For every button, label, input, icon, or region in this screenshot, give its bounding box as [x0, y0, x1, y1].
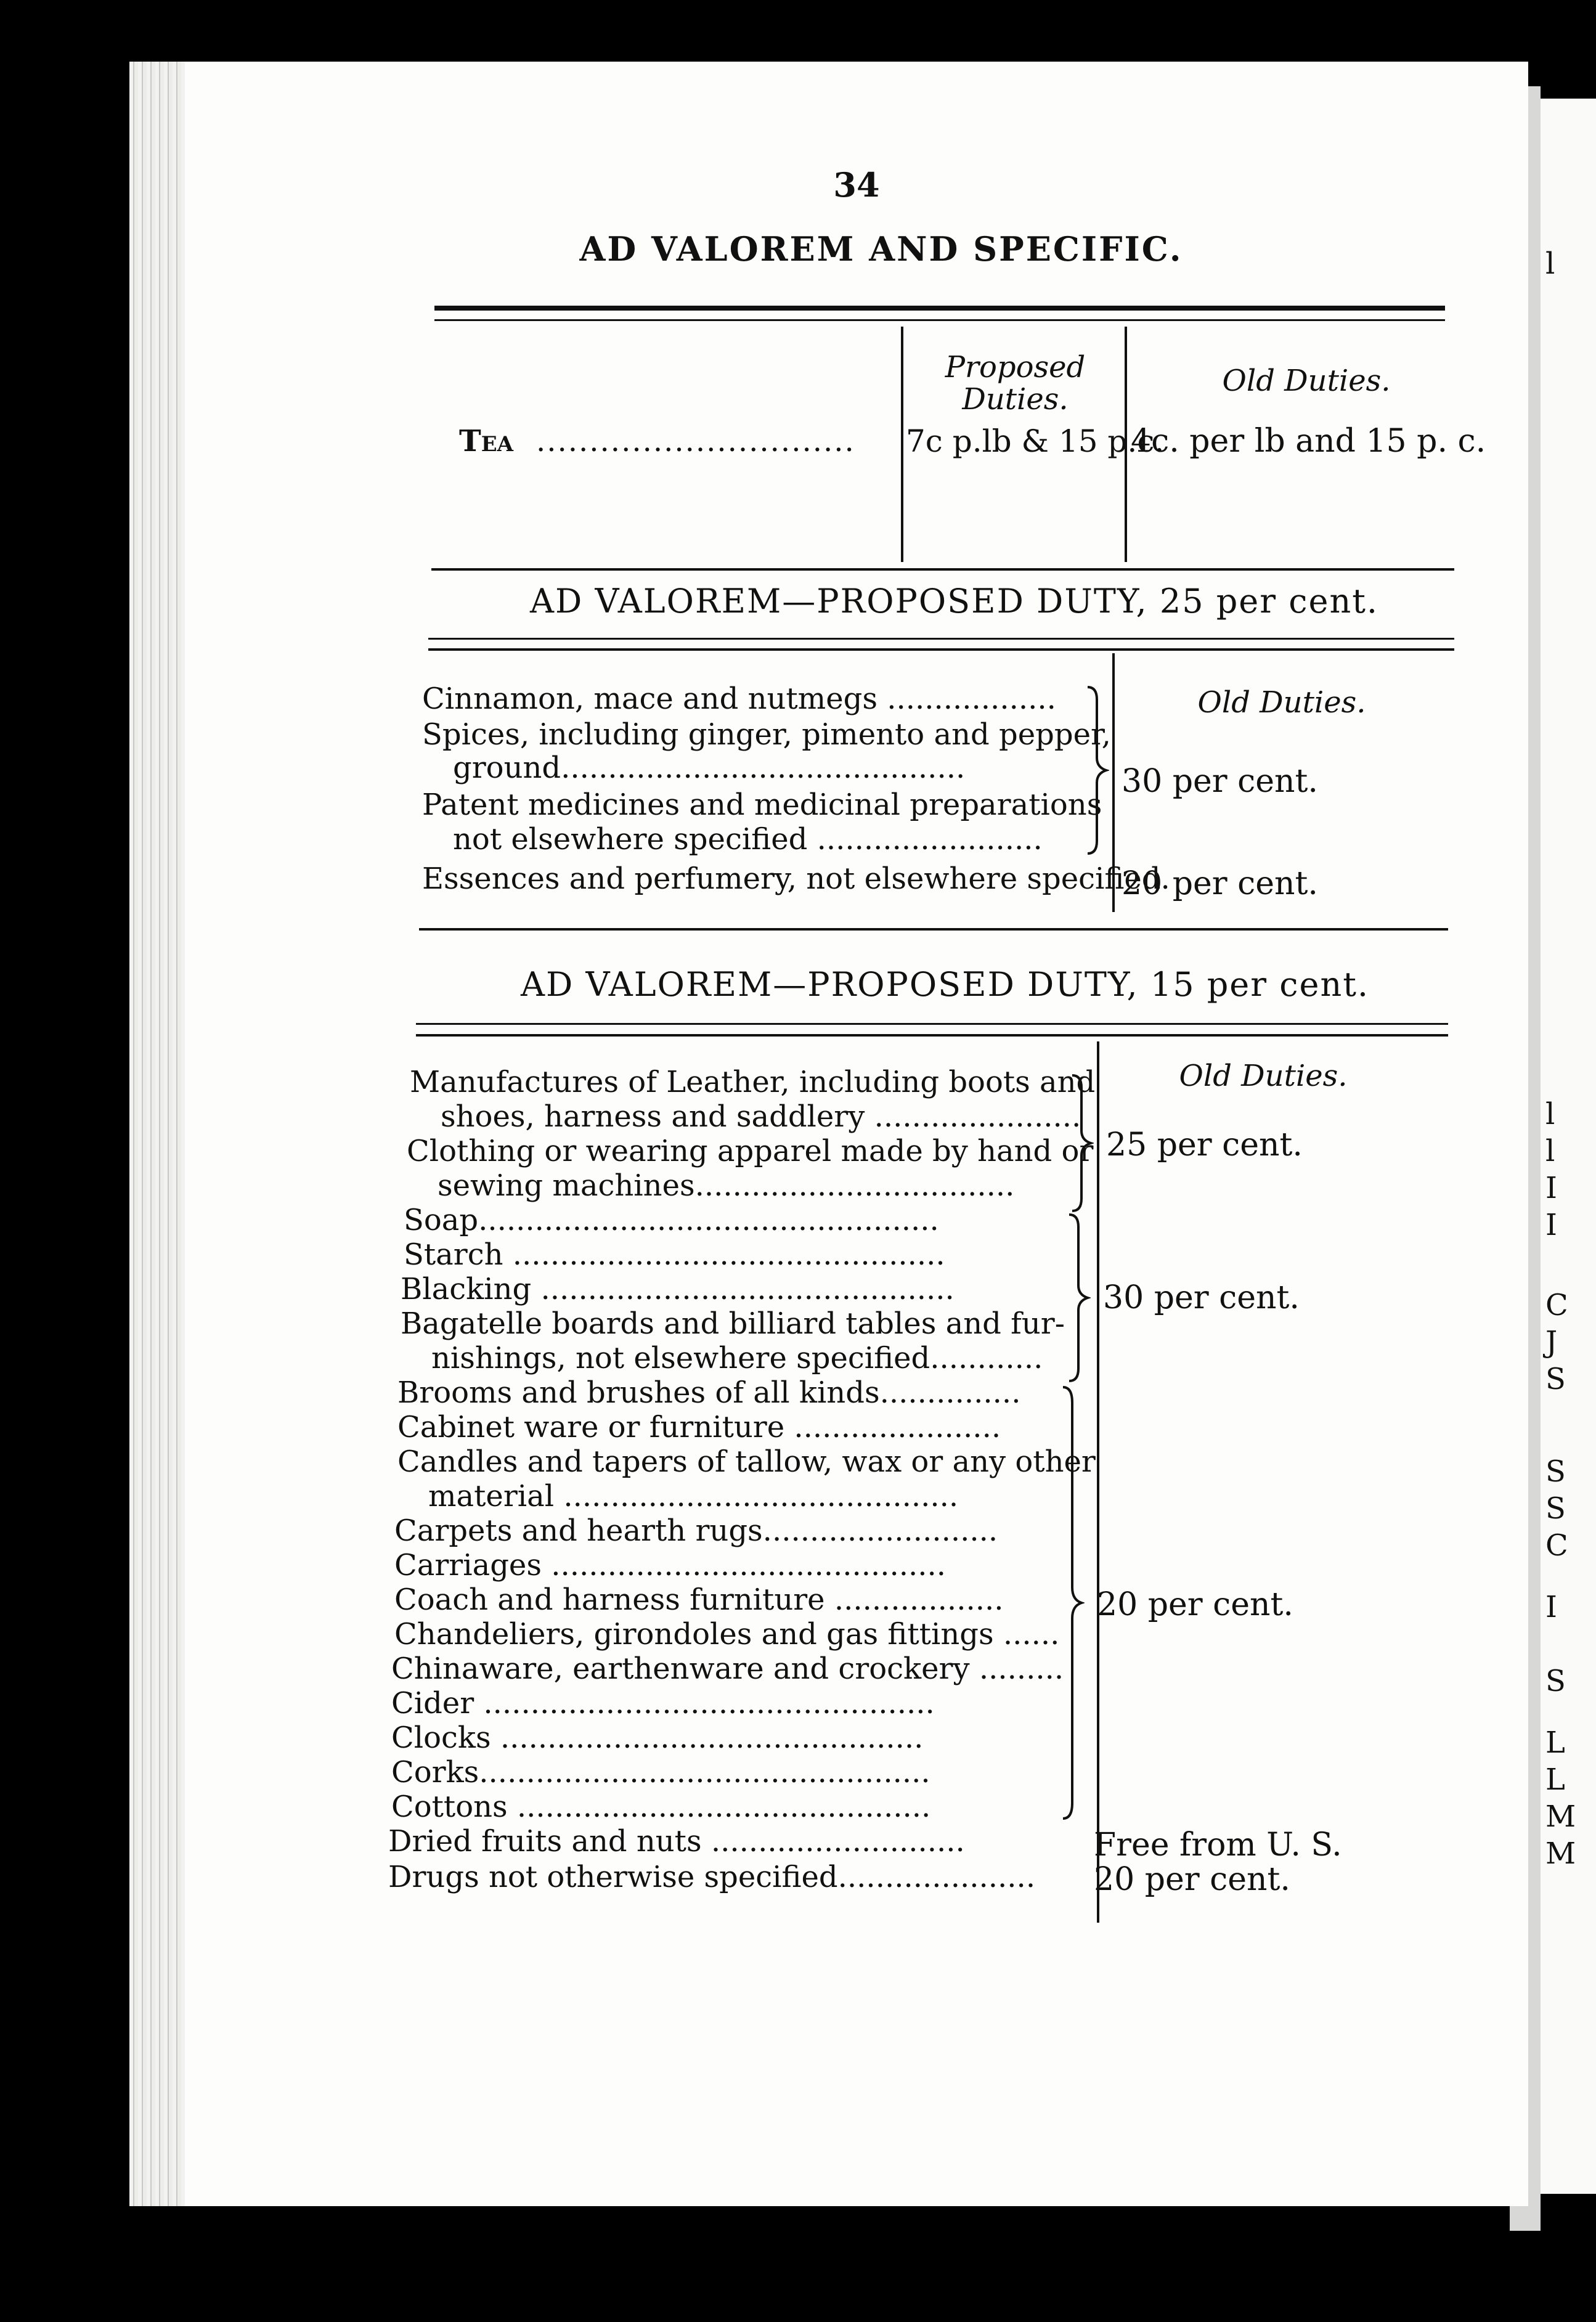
next-page-letter: I — [1545, 1590, 1557, 1624]
old-duty-rate: 20 per cent. — [1122, 865, 1318, 902]
item-line: Carriages .......................................... — [394, 1548, 947, 1583]
next-page-letter: S — [1545, 1664, 1566, 1698]
tea-old-duty: 4c. per lb and 15 p. c. — [1131, 423, 1486, 460]
item-line: shoes, harness and saddlery ...................... — [441, 1099, 1081, 1134]
next-page-letter: l — [1545, 1134, 1555, 1168]
old-duties-header: Old Duties. — [1222, 364, 1391, 398]
item-line: Cabinet ware or furniture ...................... — [397, 1410, 1001, 1444]
book-gutter — [129, 62, 188, 2206]
item-line: nishings, not elsewhere specified............ — [431, 1341, 1043, 1375]
column-divider — [1097, 1041, 1099, 1923]
next-page-letter: I — [1545, 1208, 1557, 1242]
item-line: Manufactures of Leather, including boots and — [410, 1065, 1096, 1099]
old-duty-rate: 30 per cent. — [1122, 763, 1318, 800]
item-line: ground........................................... — [453, 751, 966, 785]
book-page — [185, 62, 1528, 2206]
column-divider — [901, 327, 903, 562]
item-line: Chinaware, earthenware and crockery ......... — [391, 1652, 1064, 1686]
rule — [416, 1023, 1448, 1025]
proposed-duties-header-2: Duties. — [962, 382, 1069, 417]
item-line: Coach and harness furniture .................. — [394, 1583, 1004, 1617]
next-page-letter: l — [1545, 1097, 1555, 1131]
item-line: Drugs not otherwise specified..................... — [388, 1860, 1036, 1894]
old-duty-rate: 30 per cent. — [1103, 1279, 1300, 1316]
next-page-letter: J — [1545, 1325, 1558, 1359]
item-line: Brooms and brushes of all kinds............... — [397, 1375, 1021, 1410]
tea-label: Tea — [459, 424, 514, 458]
item-line: material .......................................... — [428, 1479, 959, 1513]
section-15-heading: AD VALOREM—PROPOSED DUTY, 15 per cent. — [521, 965, 1370, 1004]
item-line: Dried fruits and nuts ........................... — [388, 1824, 965, 1859]
rule — [428, 638, 1454, 640]
old-duty-rate: 25 per cent. — [1106, 1126, 1303, 1163]
next-page-letter: I — [1545, 1171, 1557, 1205]
old-duties-header: Old Duties. — [1197, 685, 1366, 720]
tea-proposed-duty: 7c p.lb & 15 p.c. — [906, 423, 1165, 459]
page-number: 34 — [833, 165, 880, 205]
next-page-letter: M — [1545, 1799, 1576, 1834]
item-line: Patent medicines and medicinal preparations — [422, 788, 1102, 822]
item-line: Corks................................................ — [391, 1755, 930, 1790]
item-line: Spices, including ginger, pimento and pepper, — [422, 717, 1111, 752]
old-duties-header: Old Duties. — [1179, 1059, 1348, 1093]
old-duty-rate: 20 per cent. — [1094, 1861, 1290, 1898]
next-page-letter: L — [1545, 1725, 1565, 1760]
old-duty-rate: Free from U. S. — [1094, 1827, 1342, 1864]
next-page-letter: l — [1545, 246, 1555, 281]
item-line: Clocks ............................................. — [391, 1721, 924, 1755]
item-line: Chandeliers, girondoles and gas fittings ...... — [394, 1617, 1060, 1652]
next-page-letter: L — [1545, 1762, 1565, 1797]
section-25-heading: AD VALOREM—PROPOSED DUTY, 25 per cent. — [530, 582, 1379, 621]
next-page-letter: M — [1545, 1836, 1576, 1871]
proposed-duties-header-1: Proposed — [945, 350, 1086, 385]
item-line: not elsewhere specified ........................ — [453, 822, 1043, 857]
item-line: Cider ................................................ — [391, 1686, 935, 1721]
item-line: sewing machines.................................. — [438, 1168, 1015, 1203]
next-page-letter: S — [1545, 1362, 1566, 1396]
item-line: Cinnamon, mace and nutmegs .................. — [422, 682, 1056, 716]
page-heading: AD VALOREM AND SPECIFIC. — [579, 229, 1183, 269]
item-line: Carpets and hearth rugs......................... — [394, 1513, 998, 1548]
top-rule-thin — [434, 319, 1445, 321]
item-line: Essences and perfumery, not elsewhere specified. — [422, 862, 1170, 896]
next-page-letter: S — [1545, 1454, 1566, 1489]
rule — [431, 568, 1454, 571]
next-page-letter: C — [1545, 1528, 1568, 1563]
brace — [1069, 1072, 1094, 1214]
brace — [1060, 1384, 1085, 1822]
item-line: Clothing or wearing apparel made by hand or — [407, 1134, 1094, 1168]
rule — [428, 648, 1454, 651]
item-line: Starch .............................................. — [404, 1237, 945, 1272]
next-page-letter: S — [1545, 1491, 1566, 1526]
next-page-letter: C — [1545, 1288, 1568, 1322]
item-line: Blacking ............................................ — [401, 1272, 955, 1306]
dot-leader: .............................. — [536, 424, 855, 458]
item-line: Soap................................................. — [404, 1203, 939, 1237]
brace — [1085, 684, 1109, 857]
item-line: Bagatelle boards and billiard tables and fur- — [401, 1306, 1065, 1341]
top-rule — [434, 306, 1445, 311]
rule — [416, 1034, 1448, 1037]
old-duty-rate: 20 per cent. — [1097, 1586, 1293, 1623]
next-page-fragment — [1541, 99, 1596, 2194]
rule — [419, 928, 1448, 931]
item-line: Candles and tapers of tallow, wax or any other — [397, 1444, 1096, 1479]
brace — [1066, 1212, 1091, 1384]
item-line: Cottons ............................................ — [391, 1790, 931, 1824]
